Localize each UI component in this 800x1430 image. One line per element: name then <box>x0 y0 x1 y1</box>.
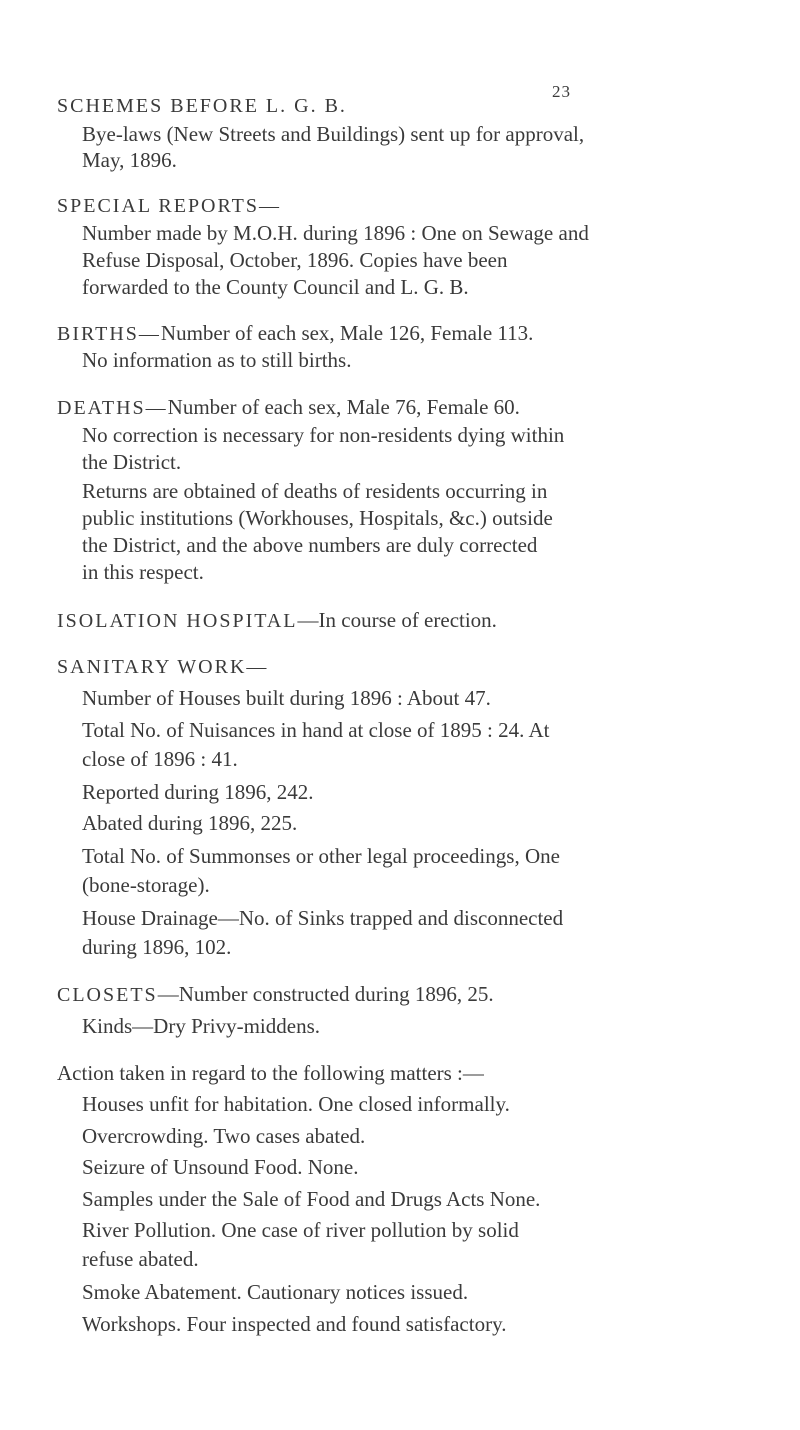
sanitary-line-4: Reported during 1896, 242. <box>82 780 314 804</box>
closets-line-2: Kinds—Dry Privy-middens. <box>82 1014 320 1038</box>
deaths-line-1: Number of each sex, Male 76, Female 60. <box>167 395 520 419</box>
action-line-2: Overcrowding. Two cases abated. <box>82 1124 366 1148</box>
deaths-line-6: the District, and the above numbers are duly corrected <box>82 533 538 557</box>
births-line-1: Number of each sex, Male 126, Female 113. <box>160 321 534 345</box>
deaths-line-4: Returns are obtained of deaths of residents occurring in <box>82 479 548 503</box>
isolation-text: —In course of erection. <box>297 608 497 632</box>
action-line-6: refuse abated. <box>82 1247 199 1271</box>
action-line-4: Samples under the Sale of Food and Drugs Acts None. <box>82 1187 541 1211</box>
deaths-paragraph <box>57 393 520 422</box>
schemes-line-2: May, 1896. <box>82 148 177 172</box>
closets-line-1: —Number constructed during 1896, 25. <box>157 982 494 1006</box>
special-reports-line-2: Refuse Disposal, October, 1896. Copies have been <box>82 248 508 272</box>
sanitary-line-3: close of 1896 : 41. <box>82 747 238 771</box>
deaths-heading: DEATHS— <box>57 397 168 419</box>
action-line-3: Seizure of Unsound Food. None. <box>82 1155 359 1179</box>
sanitary-line-8: House Drainage—No. of Sinks trapped and disconnected <box>82 906 564 930</box>
births-line-2: No information as to still births. <box>82 348 352 372</box>
deaths-line-5: public institutions (Workhouses, Hospitals, &c.) outside <box>82 506 553 530</box>
deaths-line-3: the District. <box>82 450 182 474</box>
action-intro: Action taken in regard to the following matters :— <box>57 1061 484 1085</box>
isolation-heading: ISOLATION HOSPITAL <box>57 610 298 632</box>
sanitary-line-1: Number of Houses built during 1896 : About 47. <box>82 686 491 710</box>
sanitary-line-9: during 1896, 102. <box>82 935 232 959</box>
closets-paragraph <box>57 980 494 1009</box>
sanitary-line-6: Total No. of Summonses or other legal proceedings, One <box>82 844 560 868</box>
sanitary-heading: SANITARY WORK— <box>57 656 269 678</box>
action-line-1: Houses unfit for habitation. One closed informally. <box>82 1092 510 1116</box>
isolation-paragraph <box>57 606 497 635</box>
deaths-line-7: in this respect. <box>82 560 204 584</box>
special-reports-heading: SPECIAL REPORTS— <box>57 195 281 217</box>
action-line-8: Workshops. Four inspected and found satisfactory. <box>82 1312 507 1336</box>
sanitary-line-5: Abated during 1896, 225. <box>82 811 298 835</box>
special-reports-line-1: Number made by M.O.H. during 1896 : One on Sewage and <box>82 221 589 245</box>
action-line-7: Smoke Abatement. Cautionary notices issued. <box>82 1280 469 1304</box>
page-number: 23 <box>552 82 571 101</box>
sanitary-line-2: Total No. of Nuisances in hand at close of 1895 : 24. At <box>82 718 550 742</box>
closets-heading: CLOSETS <box>57 984 158 1006</box>
action-line-5: River Pollution. One case of river pollution by solid <box>82 1218 519 1242</box>
schemes-line-1: Bye-laws (New Streets and Buildings) sent up for approval, <box>82 122 585 146</box>
sanitary-line-7: (bone-storage). <box>82 873 210 897</box>
deaths-line-2: No correction is necessary for non-residents dying within <box>82 423 565 447</box>
births-paragraph <box>57 319 533 348</box>
births-heading: BIRTHS— <box>57 323 161 345</box>
schemes-heading: SCHEMES BEFORE L. G. B. <box>57 95 347 117</box>
special-reports-line-3: forwarded to the County Council and L. G. B. <box>82 275 469 299</box>
